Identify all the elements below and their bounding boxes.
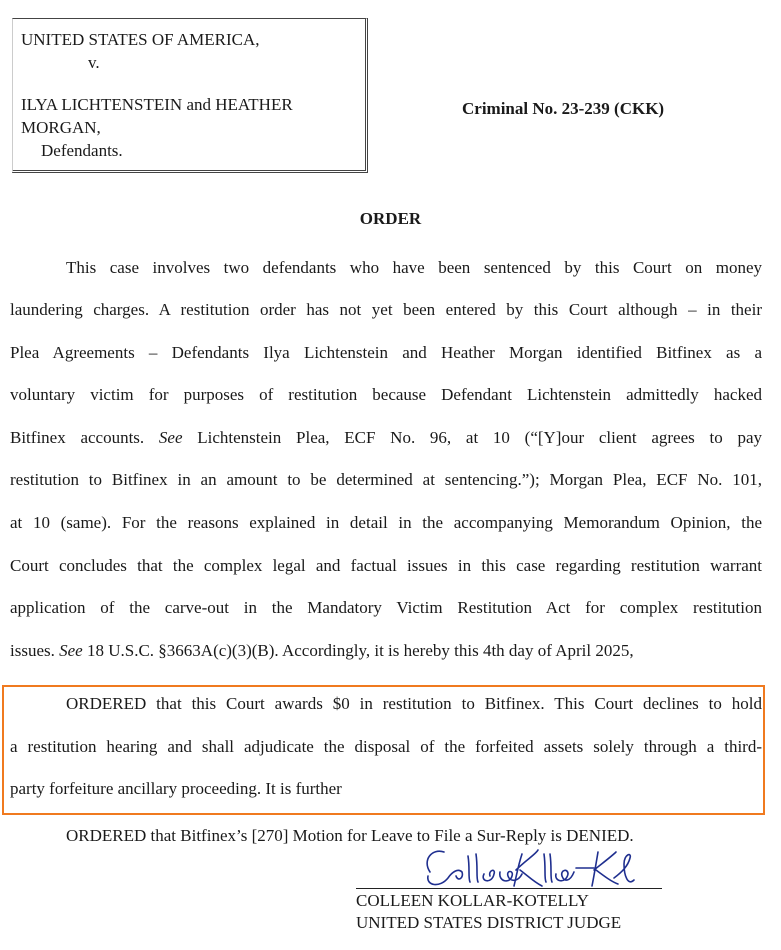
- versus-label: v.: [88, 53, 100, 72]
- body-line: Plea Agreements – Defendants Ilya Lichtenstein and Heather Morgan identified Bitfinex as a: [10, 343, 762, 362]
- signature-line: [356, 888, 662, 889]
- ordered-line: party forfeiture ancillary proceeding. It is further: [10, 779, 342, 798]
- order-title: ORDER: [359, 209, 422, 228]
- body-line: laundering charges. A restitution order has not yet been entered by this Court although – in their: [10, 300, 762, 319]
- body-line: application of the carve-out in the Mandatory Victim Restitution Act for complex restitution: [10, 598, 762, 617]
- body-line: issues. See 18 U.S.C. §3663A(c)(3)(B). Accordingly, it is hereby this 4th day of April 2025,: [10, 641, 634, 660]
- ordered-line: ORDERED that this Court awards $0 in restitution to Bitfinex. This Court declines to hold: [66, 694, 762, 713]
- case-caption-box: [12, 18, 368, 173]
- defendants-names-line2: MORGAN,: [21, 118, 101, 137]
- plaintiff-name: UNITED STATES OF AMERICA,: [21, 30, 260, 49]
- defendants-label: Defendants.: [41, 141, 123, 160]
- body-line: This case involves two defendants who have been sentenced by this Court on money: [66, 258, 762, 277]
- judge-title: UNITED STATES DISTRICT JUDGE: [356, 913, 622, 932]
- body-line: Court concludes that the complex legal and factual issues in this case regarding restitution warrant: [10, 556, 762, 575]
- defendants-names-line1: ILYA LICHTENSTEIN and HEATHER: [21, 95, 293, 114]
- body-line: voluntary victim for purposes of restitution because Defendant Lichtenstein admittedly hacked: [10, 385, 762, 404]
- citation-signal: See: [158, 428, 183, 447]
- case-number: Criminal No. 23-239 (CKK): [462, 99, 665, 118]
- ordered-final-line: ORDERED that Bitfinex’s [270] Motion for Leave to File a Sur-Reply is DENIED.: [66, 826, 634, 845]
- ordered-line: a restitution hearing and shall adjudicate the disposal of the forfeited assets solely through a third-: [10, 737, 762, 756]
- body-line: restitution to Bitfinex in an amount to be determined at sentencing.”); Morgan Plea, ECF No. 101,: [10, 470, 762, 489]
- citation-signal: See: [59, 641, 83, 660]
- body-line: at 10 (same). For the reasons explained in detail in the accompanying Memorandum Opinion, the: [10, 513, 762, 532]
- body-line: Bitfinex accounts. See Lichtenstein Plea, ECF No. 96, at 10 (“[Y]our client agrees to pay: [10, 428, 762, 447]
- judge-name: COLLEEN KOLLAR-KOTELLY: [356, 891, 589, 910]
